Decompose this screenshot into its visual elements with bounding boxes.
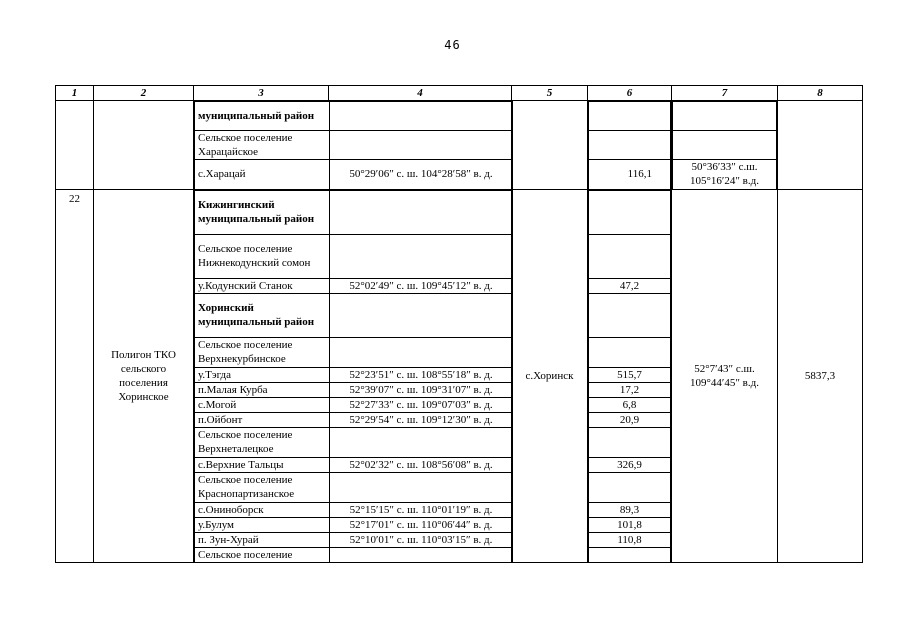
- locality-name: п. Зун-Хурай: [195, 532, 330, 547]
- header-cell: 8: [778, 86, 863, 101]
- coords-cell: 52°15′15″ с. ш. 110°01′19″ в. д.: [330, 502, 513, 517]
- distance-cell: 116,1: [589, 160, 671, 189]
- coords-cell: 52°02′49″ с. ш. 109°45′12″ в. д.: [330, 278, 513, 293]
- locality-name: п.Ойбонт: [195, 412, 330, 427]
- header-cell: 6: [588, 86, 672, 101]
- distance-cell: [589, 190, 671, 234]
- header-cell: 5: [512, 86, 588, 101]
- coords-cell: [330, 102, 513, 131]
- locality-name: с.Верхние Тальцы: [195, 457, 330, 472]
- distance-cell: [589, 337, 671, 367]
- distance-cell: [589, 234, 671, 278]
- location-cell: с.Хоринск: [512, 189, 588, 563]
- block1-object: [94, 101, 194, 190]
- coords-cell: [330, 234, 513, 278]
- coords-cell: [330, 547, 513, 562]
- coords-cell: 52°17′01″ с. ш. 110°06′44″ в. д.: [330, 517, 513, 532]
- header-cell: 2: [94, 86, 194, 101]
- distance-cell: [589, 547, 671, 562]
- locality-name: у.Кодунский Станок: [195, 278, 330, 293]
- coords-cell: 52°7′43″ с.ш. 109°44′45″ в.д.: [672, 189, 778, 563]
- locality-name: п.Малая Курба: [195, 382, 330, 397]
- coords-cell: 52°29′54″ с. ш. 109°12′30″ в. д.: [330, 412, 513, 427]
- distance-cell: 17,2: [589, 382, 671, 397]
- coords-cell: 52°10′01″ с. ш. 110°03′15″ в. д.: [330, 532, 513, 547]
- distance-cell: [589, 472, 671, 502]
- distance-cell: 6,8: [589, 397, 671, 412]
- distance-cell: [589, 131, 671, 160]
- settlement-name: Сельское поселение: [195, 547, 330, 562]
- settlement-name: Сельское поселение Верхнеталецкое: [195, 427, 330, 457]
- block1-col7: [672, 101, 777, 189]
- coords-cell: 50°36′33″ с.ш. 105°16′24″ в.д.: [673, 160, 777, 189]
- data-table: [55, 85, 863, 563]
- locality-name: с.Харацай: [195, 160, 330, 189]
- distance-cell: 326,9: [589, 457, 671, 472]
- settlement-name: Сельское поселение Верхнекурбинское: [195, 337, 330, 367]
- distance-cell: [589, 427, 671, 457]
- page-number: 46: [444, 38, 461, 52]
- coords-cell: 52°27′33″ с. ш. 109°07′03″ в. д.: [330, 397, 513, 412]
- coords-cell: 52°23′51″ с. ш. 108°55′18″ в. д.: [330, 367, 513, 382]
- header-cell: 1: [56, 86, 94, 101]
- block1-places: [194, 101, 513, 189]
- coords-cell: 52°39′07″ с. ш. 109°31′07″ в. д.: [330, 382, 513, 397]
- settlement-name: Сельское поселение Краснопартизанское: [195, 472, 330, 502]
- distance-cell: 20,9: [589, 412, 671, 427]
- header-cell: 3: [194, 86, 329, 101]
- district-name: Кижингинский муниципальный район: [195, 190, 330, 234]
- block2-distances: [588, 190, 671, 563]
- coords-cell: [330, 472, 513, 502]
- distance-cell: 515,7: [589, 367, 671, 382]
- coords-cell: [330, 293, 513, 337]
- row-number: 22: [56, 189, 94, 563]
- district-name: муниципальный район: [195, 102, 330, 131]
- locality-name: с.Ониноборск: [195, 502, 330, 517]
- block1-value: [778, 101, 863, 190]
- distance-cell: 101,8: [589, 517, 671, 532]
- header-cell: 4: [329, 86, 512, 101]
- block1-distances: [588, 101, 671, 189]
- distance-cell: [589, 102, 671, 131]
- coords-cell: 50°29′06″ с. ш. 104°28′58″ в. д.: [330, 160, 513, 189]
- coords-cell: [330, 190, 513, 234]
- settlement-name: Сельское поселение Харацайское: [195, 131, 330, 160]
- header-cell: 7: [672, 86, 778, 101]
- block2-row: [56, 189, 863, 563]
- block1-num: [56, 101, 94, 190]
- settlement-name: Сельское поселение Нижнекодунский сомон: [195, 234, 330, 278]
- distance-cell: 47,2: [589, 278, 671, 293]
- distance-cell: [589, 293, 671, 337]
- block1-location: [512, 101, 588, 190]
- locality-name: у.Тэгда: [195, 367, 330, 382]
- header-row: [56, 86, 863, 101]
- locality-name: с.Могой: [195, 397, 330, 412]
- block1-row: [56, 101, 863, 190]
- distance-cell: 89,3: [589, 502, 671, 517]
- value-cell: 5837,3: [778, 189, 863, 563]
- distance-cell: 110,8: [589, 532, 671, 547]
- district-name: Хоринский муниципальный район: [195, 293, 330, 337]
- coords-cell: [330, 131, 513, 160]
- object-name: Полигон ТКО сельского поселения Хоринское: [94, 189, 194, 563]
- coords-cell: 52°02′32″ с. ш. 108°56′08″ в. д.: [330, 457, 513, 472]
- locality-name: у.Булум: [195, 517, 330, 532]
- coords-cell: [330, 337, 513, 367]
- coords-cell: [330, 427, 513, 457]
- block2-places: [194, 190, 513, 563]
